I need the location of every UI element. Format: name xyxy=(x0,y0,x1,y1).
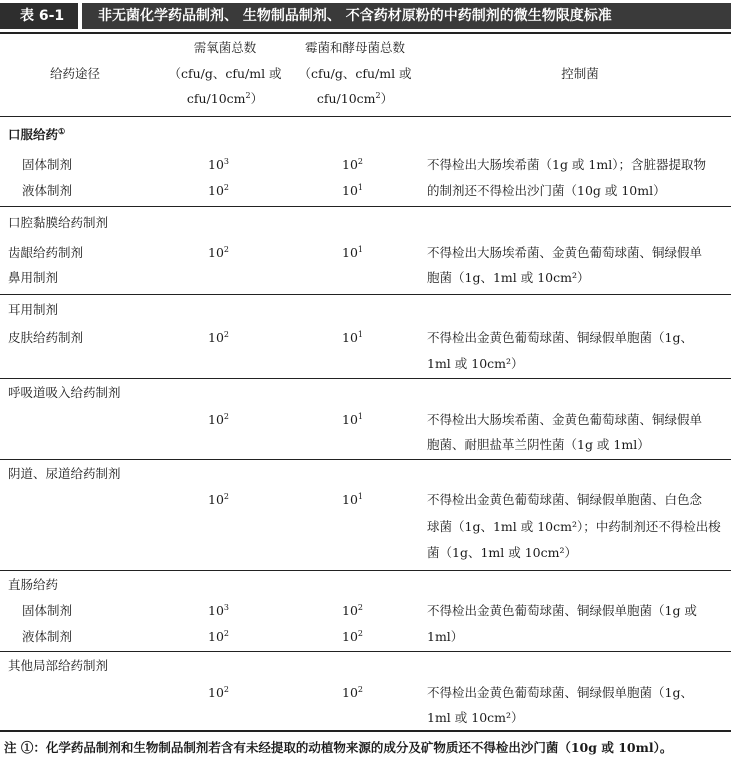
group-name-oral: 口服给药① xyxy=(8,126,66,142)
mold-cell: $10^2$ xyxy=(342,157,363,172)
footnote: 注 ①：化学药品制剂和生物制品制剂若含有未经提取的动植物来源的成分及矿物质还不得检出沙门菌（10g 或 10ml）。 xyxy=(4,740,673,755)
control-cell-line: 胞菌（1g、1ml 或 10cm²） xyxy=(427,270,590,285)
header-mold-line1: 霉菌和酵母菌总数 xyxy=(304,40,405,55)
control-cell-line: 1ml 或 10cm²） xyxy=(427,710,524,725)
table-id: 表 6-1 xyxy=(0,3,78,29)
group-name-other-topical: 其他局部给药制剂 xyxy=(8,658,109,673)
group-name-vaginal: 阴道、尿道给药制剂 xyxy=(8,466,121,481)
group-name-oral-mucosa: 口腔黏膜给药制剂 xyxy=(8,215,109,230)
route-cell: 皮肤给药制剂 xyxy=(8,330,84,345)
group-name-respiratory: 呼吸道吸入给药制剂 xyxy=(8,385,121,400)
aerobic-cell: $10^3$ xyxy=(208,603,229,618)
control-cell-line: 球菌（1g、1ml 或 10cm²）；中药制剂还不得检出梭 xyxy=(427,519,721,534)
control-cell-line: 的制剂还不得检出沙门菌（10g 或 10ml） xyxy=(427,183,666,198)
group-rule xyxy=(0,570,731,571)
aerobic-cell: $10^2$ xyxy=(208,629,229,644)
aerobic-cell: $10^2$ xyxy=(208,245,229,260)
group-rule xyxy=(0,294,731,295)
group-rule xyxy=(0,459,731,460)
header-aerobic-line1: 需氧菌总数 xyxy=(193,40,257,55)
header-aerobic-line3: cfu/$10cm^2$） xyxy=(186,91,264,106)
mold-cell: $10^1$ xyxy=(342,492,363,507)
aerobic-cell: $10^2$ xyxy=(208,183,229,198)
control-cell-line: 菌（1g、1ml 或 10cm²） xyxy=(427,545,577,560)
control-cell-line: 不得检出金黄色葡萄球菌、铜绿假单胞菌（1g 或 xyxy=(427,603,697,618)
control-cell-line: 不得检出大肠埃希菌、金黄色葡萄球菌、铜绿假单 xyxy=(427,245,703,260)
group-rule xyxy=(0,206,731,207)
control-cell-line: 不得检出金黄色葡萄球菌、铜绿假单胞菌（1g、 xyxy=(427,685,693,700)
top-rule xyxy=(0,32,731,34)
header-mold-line2: （cfu/g、cfu/ml 或 xyxy=(298,66,412,81)
control-cell-line: 1ml） xyxy=(427,629,464,644)
control-cell-line: 不得检出大肠埃希菌、金黄色葡萄球菌、铜绿假单 xyxy=(427,412,703,427)
control-cell-line: 1ml 或 10cm²） xyxy=(427,356,524,371)
control-cell-line: 不得检出金黄色葡萄球菌、铜绿假单胞菌、白色念 xyxy=(427,492,703,507)
header-control: 控制菌 xyxy=(561,66,599,81)
header-aerobic-line2: （cfu/g、cfu/ml 或 xyxy=(168,66,282,81)
mold-cell: $10^1$ xyxy=(342,412,363,427)
aerobic-cell: $10^2$ xyxy=(208,492,229,507)
route-cell: 液体制剂 xyxy=(22,183,73,198)
route-cell: 液体制剂 xyxy=(22,629,73,644)
control-cell-line: 不得检出大肠埃希菌（1g 或 1ml）；含脏器提取物 xyxy=(427,157,706,172)
table-title-bar xyxy=(0,0,731,31)
header-mold-line3: cfu/$10cm^2$） xyxy=(316,91,394,106)
mold-cell: $10^2$ xyxy=(342,629,363,644)
mold-cell: $10^2$ xyxy=(342,685,363,700)
route-cell: 齿龈给药制剂 xyxy=(8,245,84,260)
control-cell-line: 胞菌、耐胆盐革兰阴性菌（1g 或 1ml） xyxy=(427,437,650,452)
bottom-rule xyxy=(0,730,731,732)
route-cell: 固体制剂 xyxy=(22,603,73,618)
aerobic-cell: $10^3$ xyxy=(208,157,229,172)
aerobic-cell: $10^2$ xyxy=(208,412,229,427)
control-cell-line: 不得检出金黄色葡萄球菌、铜绿假单胞菌（1g、 xyxy=(427,330,693,345)
mold-cell: $10^2$ xyxy=(342,603,363,618)
mold-cell: $10^1$ xyxy=(342,245,363,260)
group-name-ear: 耳用制剂 xyxy=(8,302,59,317)
route-cell: 鼻用制剂 xyxy=(8,270,59,285)
mold-cell: $10^1$ xyxy=(342,330,363,345)
route-cell: 固体制剂 xyxy=(22,157,73,172)
header-route: 给药途径 xyxy=(49,66,100,81)
table-title: 非无菌化学药品制剂、 生物制品制剂、 不含药材原粉的中药制剂的微生物限度标准 xyxy=(82,3,731,29)
group-rule xyxy=(0,651,731,652)
aerobic-cell: $10^2$ xyxy=(208,330,229,345)
mold-cell: $10^1$ xyxy=(342,183,363,198)
group-rule xyxy=(0,378,731,379)
header-rule xyxy=(0,116,731,117)
group-name-rectal: 直肠给药 xyxy=(8,577,59,592)
aerobic-cell: $10^2$ xyxy=(208,685,229,700)
